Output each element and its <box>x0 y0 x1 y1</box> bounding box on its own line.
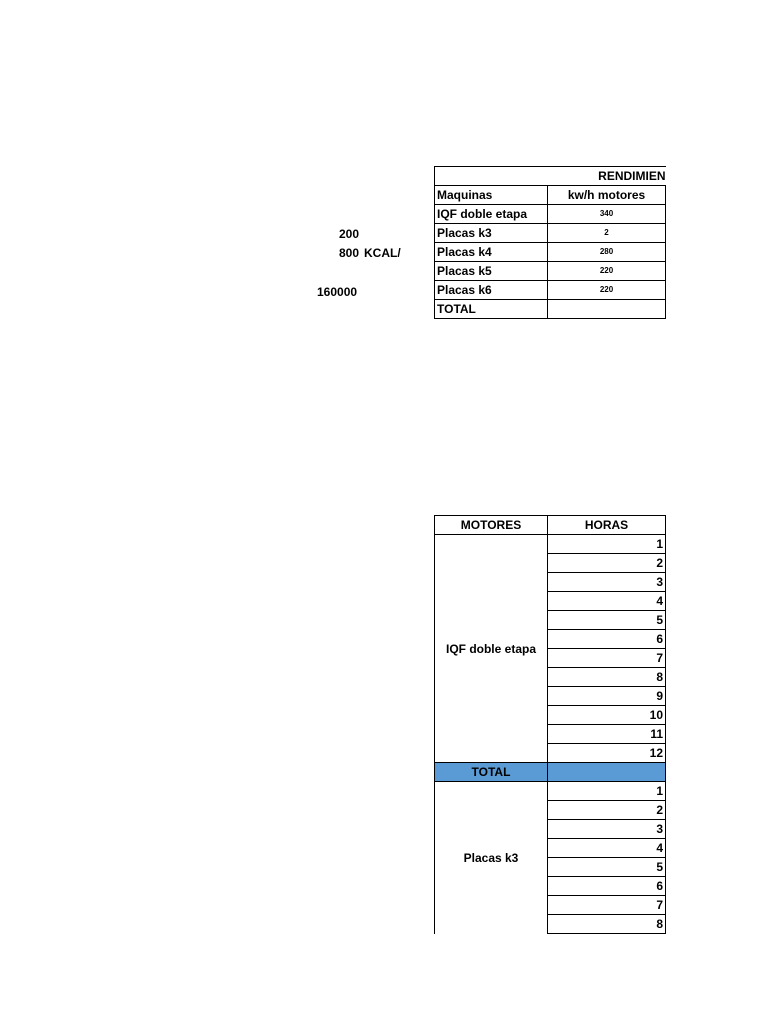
table-row <box>435 224 666 243</box>
maquina-cell[interactable]: Placas k4 <box>435 243 548 262</box>
header-maquinas[interactable]: Maquinas <box>435 186 548 205</box>
kwh-cell[interactable]: 220 <box>548 262 666 281</box>
hour-cell[interactable]: 1 <box>548 535 666 554</box>
table-row <box>435 205 666 224</box>
rendimiento-title-row <box>435 167 666 186</box>
total-value[interactable] <box>548 300 666 319</box>
hour-cell[interactable]: 8 <box>548 915 666 934</box>
hour-cell[interactable]: 5 <box>548 858 666 877</box>
hour-cell[interactable]: 3 <box>548 820 666 839</box>
header-horas[interactable]: HORAS <box>548 516 666 535</box>
rendimiento-header-row <box>435 186 666 205</box>
hour-cell[interactable]: 4 <box>548 592 666 611</box>
table-row <box>435 262 666 281</box>
hour-cell[interactable]: 8 <box>548 668 666 687</box>
value-200: 200 <box>339 227 360 241</box>
kwh-cell[interactable]: 2 <box>548 224 666 243</box>
hour-cell[interactable]: 5 <box>548 611 666 630</box>
hour-cell[interactable]: 9 <box>548 687 666 706</box>
hour-cell[interactable]: 12 <box>548 744 666 763</box>
table-row <box>435 535 666 554</box>
hour-cell[interactable]: 6 <box>548 877 666 896</box>
motor-group-iqf[interactable]: IQF doble etapa <box>435 535 548 763</box>
rendimiento-total-row <box>435 300 666 319</box>
motores-total-label[interactable]: TOTAL <box>435 763 548 782</box>
header-kwh-motores[interactable]: kw/h motores <box>548 186 666 205</box>
hour-cell[interactable]: 2 <box>548 801 666 820</box>
motores-total-row <box>435 763 666 782</box>
maquina-cell[interactable]: Placas k6 <box>435 281 548 300</box>
header-motores[interactable]: MOTORES <box>435 516 548 535</box>
motores-total-value[interactable] <box>548 763 666 782</box>
hour-cell[interactable]: 1 <box>548 782 666 801</box>
unit-kcal-label: KCAL/ <box>364 246 401 260</box>
kwh-cell[interactable]: 340 <box>548 205 666 224</box>
hour-cell[interactable]: 7 <box>548 649 666 668</box>
maquina-cell[interactable]: IQF doble etapa <box>435 205 548 224</box>
motores-table <box>434 515 666 934</box>
kwh-cell[interactable]: 220 <box>548 281 666 300</box>
value-800: 800 <box>339 246 360 260</box>
table-row <box>435 281 666 300</box>
hour-cell[interactable]: 4 <box>548 839 666 858</box>
maquina-cell[interactable]: Placas k5 <box>435 262 548 281</box>
rendimiento-title[interactable]: RENDIMIEN <box>435 167 666 186</box>
hour-cell[interactable]: 11 <box>548 725 666 744</box>
hour-cell[interactable]: 7 <box>548 896 666 915</box>
table-row <box>435 243 666 262</box>
maquina-cell[interactable]: Placas k3 <box>435 224 548 243</box>
value-160000: 160000 <box>317 285 358 299</box>
hour-cell[interactable]: 3 <box>548 573 666 592</box>
rendimiento-table <box>434 166 666 319</box>
hour-cell[interactable]: 6 <box>548 630 666 649</box>
kwh-cell[interactable]: 280 <box>548 243 666 262</box>
motores-header-row <box>435 516 666 535</box>
hour-cell[interactable]: 10 <box>548 706 666 725</box>
total-label[interactable]: TOTAL <box>435 300 548 319</box>
table-row <box>435 782 666 801</box>
motor-group-placas-k3[interactable]: Placas k3 <box>435 782 548 934</box>
hour-cell[interactable]: 2 <box>548 554 666 573</box>
